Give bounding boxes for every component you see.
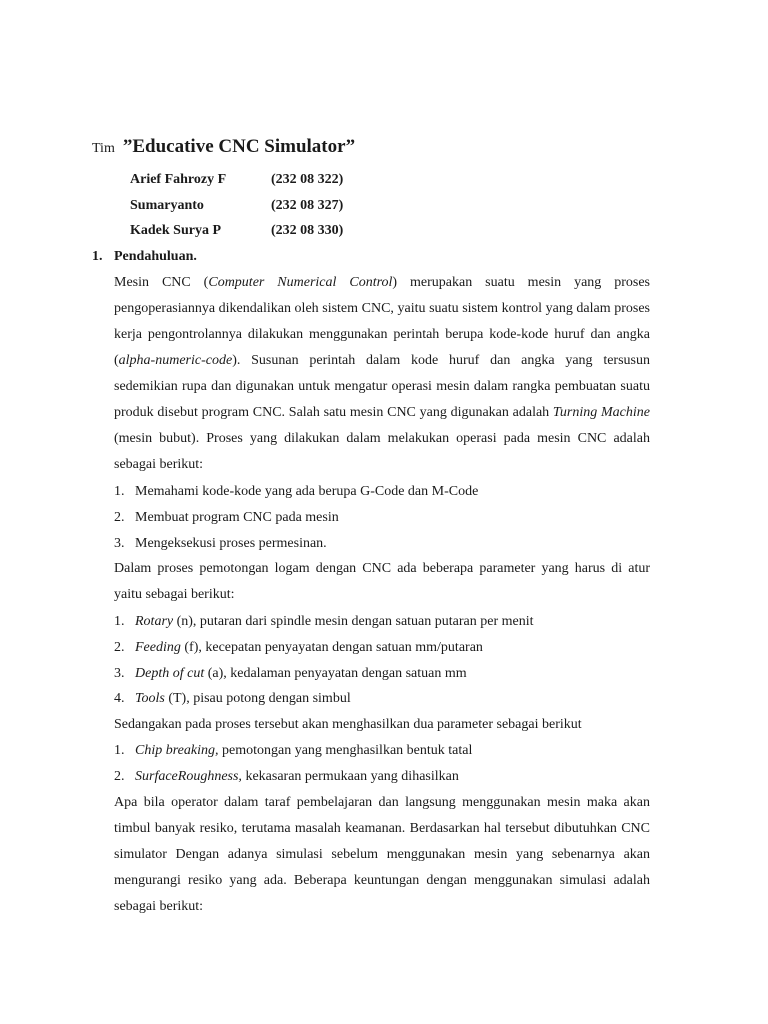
result-1: [114, 743, 472, 759]
process-step-3: [114, 536, 327, 552]
list-number: 2.: [114, 510, 125, 525]
list-text: (n), putaran dari spindle mesin dengan satuan putaran per menit: [173, 614, 534, 629]
title-prefix: Tim: [92, 141, 115, 156]
list-number: 3.: [114, 536, 125, 551]
section-heading: [92, 249, 197, 265]
list-text: Mengeksekusi proses permesinan.: [135, 536, 327, 551]
parameter-term: Tools: [135, 691, 165, 706]
member-name: Arief Fahrozy F: [130, 172, 227, 187]
intro-text-2: ) merupakan suatu mesin yang proses pengoperasiannya dikendalikan oleh sistem CNC, yaitu suatu sistem kontrol yang dalam proses kerja pengontrolannya dilakukan menggunakan perintah berupa kode-kode huruf dan angka (: [114, 275, 651, 368]
result-term: Chip breaking,: [135, 743, 219, 758]
list-text: (a), kedalaman penyayatan dengan satuan mm: [204, 666, 467, 681]
process-step-1: [114, 484, 478, 500]
parameter-2: [114, 640, 483, 656]
result-2: [114, 769, 459, 785]
title-main: ”Educative CNC Simulator”: [122, 136, 356, 157]
intro-text-4: (mesin bubut). Proses yang dilakukan dalam melakukan operasi pada mesin CNC adalah sebagai berikut:: [114, 431, 650, 472]
result-term: SurfaceRoughness,: [135, 769, 242, 784]
section-title: Pendahuluan.: [114, 249, 197, 264]
cutting-intro-paragraph: Dalam proses pemotongan logam dengan CNC ada beberapa parameter yang harus di atur yaitu sebagai berikut:: [114, 561, 650, 602]
list-text: pemotongan yang menghasilkan bentuk tatal: [218, 743, 473, 758]
intro-term-cnc: Computer Numerical Control: [208, 275, 393, 290]
parameter-term: Feeding: [135, 640, 181, 655]
intro-term-turning: Turning Machine: [552, 405, 650, 420]
list-number: 2.: [114, 640, 125, 655]
team-member-2: [130, 198, 344, 214]
member-nim: (232 08 327): [271, 198, 344, 213]
list-text: (T), pisau potong dengan simbul: [164, 691, 351, 706]
intro-text-3: ). Susunan perintah dalam kode huruf dan angka yang tersusun sedemikian rupa dan digunakan untuk mengatur operasi mesin dalam rangka pembuatan suatu produk disebut program CNC. Salah satu mesin CNC yang digunakan adalah: [114, 353, 650, 420]
result-intro-line: Sedangakan pada proses tersebut akan menghasilkan dua parameter sebagai berikut: [114, 717, 582, 732]
team-member-1: [130, 172, 344, 188]
list-text: Membuat program CNC pada mesin: [135, 510, 339, 525]
closing-paragraph: Apa bila operator dalam taraf pembelajaran dan langsung menggunakan mesin maka akan timbul banyak resiko, terutama masalah keamanan. Berdasarkan hal tersebut dibutuhkan CNC simulator Dengan adanya simulasi sebelum menggunakan mesin yang sebenarnya akan mengurangi resiko yang ada. Beberapa keuntungan dengan menggunakan simulasi adalah sebagai berikut:: [114, 795, 650, 914]
list-number: 4.: [114, 691, 125, 706]
parameter-1: [114, 614, 534, 630]
list-number: 1.: [114, 743, 125, 758]
list-number: 3.: [114, 666, 125, 681]
parameter-3: [114, 666, 467, 682]
team-member-3: [130, 223, 344, 239]
list-text: (f), kecepatan penyayatan dengan satuan mm/putaran: [180, 640, 483, 655]
list-number: 1.: [114, 614, 125, 629]
member-name: Sumaryanto: [130, 198, 204, 213]
member-name: Kadek Surya P: [130, 223, 222, 238]
list-number: 1.: [114, 484, 125, 499]
process-step-2: [114, 510, 339, 526]
member-nim: (232 08 330): [271, 223, 344, 238]
parameter-4: [114, 691, 351, 707]
section-number: 1.: [92, 249, 103, 264]
list-number: 2.: [114, 769, 125, 784]
intro-term-code: alpha-numeric-code: [118, 353, 233, 368]
document-title: [92, 136, 355, 158]
intro-paragraph: [114, 270, 650, 478]
member-nim: (232 08 322): [271, 172, 344, 187]
list-text: Memahami kode-kode yang ada berupa G-Code dan M-Code: [135, 484, 479, 499]
list-text: kekasaran permukaan yang dihasilkan: [241, 769, 459, 784]
intro-text-1: Mesin CNC (: [114, 275, 209, 290]
parameter-term: Rotary: [135, 614, 174, 629]
parameter-term: Depth of cut: [135, 666, 205, 681]
